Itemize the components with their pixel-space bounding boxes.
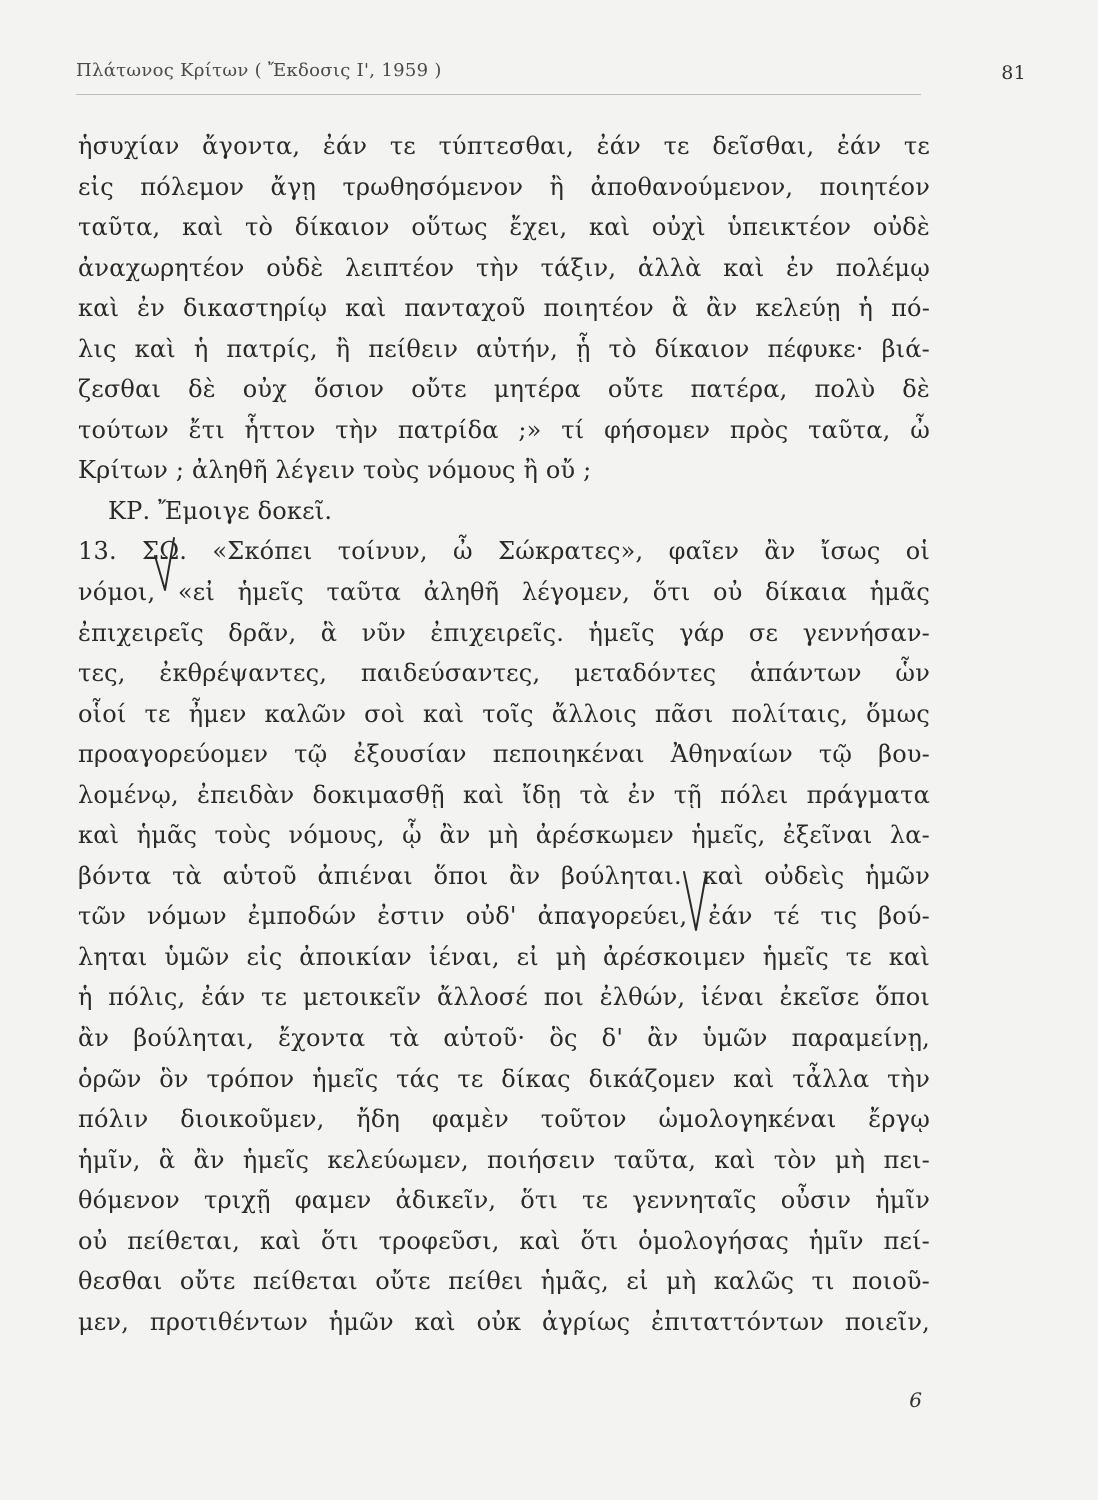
text-line-4: ἀναχωρητέον οὐδὲ λειπτέον τὴν τάξιν, ἀλλὰ καὶ ἐν πολέμῳ <box>78 253 930 282</box>
text-line-28: οὐ πείθεται, καὶ ὅτι τροφεῦσι, καὶ ὅτι ὁμολογήσας ἡμῖν πεί- <box>78 1226 930 1255</box>
text-line-1: ἡσυχίαν ἄγοντα, ἐάν τε τύπτεσθαι, ἐάν τε δεῖσθαι, ἐάν τε <box>78 132 930 160</box>
section-13-start: 13. ΣΩ. «Σκόπει τοίνυν, ὦ Σώκρατες», φαῖεν ἂν ἴσως οἱ <box>78 537 930 566</box>
text-line-30: μεν, προτιθέντων ἡμῶν καὶ οὐκ ἀγρίως ἐπιταττόντων ποιεῖν, <box>78 1307 930 1336</box>
header-rule <box>76 94 921 95</box>
text-line-21: ληται ὑμῶν εἰς ἀποικίαν ἰέναι, εἰ μὴ ἀρέσκοιμεν ἡμεῖς τε καὶ <box>78 942 930 971</box>
text-line-7: ζεσθαι δὲ οὐχ ὅσιον οὔτε μητέρα οὔτε πατέρα, πολὺ δὲ <box>78 375 930 404</box>
text-line-19: βόντα τὰ αὑτοῦ ἀπιέναι ὅποι ἂν βούληται. καὶ οὐδεὶς ἡμῶν <box>78 861 930 890</box>
text-line-24: ὁρῶν ὃν τρόπον ἡμεῖς τάς τε δίκας δικάζομεν καὶ τἆλλα τὴν <box>78 1064 930 1093</box>
text-line-15: οἷοί τε ἦμεν καλῶν σοὶ καὶ τοῖς ἄλλοις πᾶσι πολίταις, ὅμως <box>78 699 930 728</box>
text-line-17: λομένῳ, ἐπειδὰν δοκιμασθῇ καὶ ἴδῃ τὰ ἐν τῇ πόλει πράγματα <box>78 780 930 809</box>
text-line-5: καὶ ἐν δικαστηρίῳ καὶ πανταχοῦ ποιητέον ἃ ἂν κελεύῃ ἡ πό- <box>78 294 930 323</box>
text-line-20: τῶν νόμων ἐμποδών ἐστιν οὐδ' ἀπαγορεύει, ἐάν τέ τις βού- <box>78 902 930 931</box>
page-number: 81 <box>1001 62 1026 84</box>
running-head-title: Πλάτωνος Κρίτων ( Ἔκδοσις Ι', 1959 ) <box>76 60 442 81</box>
text-line-25: πόλιν διοικοῦμεν, ἤδη φαμὲν τοῦτον ὡμολογηκέναι ἔργῳ <box>78 1105 930 1134</box>
text-line-9: Κρίτων ; ἀληθῆ λέγειν τοὺς νόμους ἢ οὔ ; <box>78 456 592 485</box>
text-line-18: καὶ ἡμᾶς τοὺς νόμους, ᾧ ἂν μὴ ἀρέσκωμεν ἡμεῖς, ἐξεῖναι λα- <box>78 821 930 850</box>
text-line-12: νόμοι, «εἰ ἡμεῖς ταῦτα ἀληθῆ λέγομεν, ὅτι οὐ δίκαια ἡμᾶς <box>78 578 930 607</box>
text-line-6: λις καὶ ἡ πατρίς, ἢ πείθειν αὐτήν, ᾗ τὸ δίκαιον πέφυκε· βιά- <box>78 334 930 363</box>
text-line-8: τούτων ἔτι ἧττον τὴν πατρίδα ;» τί φήσομεν πρὸς ταῦτα, ὦ <box>78 415 930 444</box>
text-line-14: τες, ἐκθρέψαντες, παιδεύσαντες, μεταδόντες ἁπάντων ὧν <box>78 659 930 688</box>
running-head <box>76 60 1026 84</box>
text-line-13: ἐπιχειρεῖς δρᾶν, ἃ νῦν ἐπιχειρεῖς. ἡμεῖς γάρ σε γεννήσαν- <box>78 618 930 647</box>
text-line-3: ταῦτα, καὶ τὸ δίκαιον οὕτως ἔχει, καὶ οὐχὶ ὑπεικτέον οὐδὲ <box>78 213 930 242</box>
text-line-29: θεσθαι οὔτε πείθεται οὔτε πείθει ἡμᾶς, εἰ μὴ καλῶς τι ποιοῦ- <box>78 1267 930 1296</box>
text-line-27: θόμενον τριχῇ φαμεν ἀδικεῖν, ὅτι τε γεννηταῖς οὖσιν ἡμῖν <box>78 1186 930 1215</box>
text-line-26: ἡμῖν, ἃ ἂν ἡμεῖς κελεύωμεν, ποιήσειν ταῦτα, καὶ τὸν μὴ πει- <box>78 1145 930 1174</box>
text-line-2: εἰς πόλεμον ἄγῃ τρωθησόμενον ἢ ἀποθανούμενον, ποιητέον <box>78 172 930 201</box>
speaker-line-kr: ΚΡ. Ἔμοιγε δοκεῖ. <box>108 496 333 525</box>
text-line-22: ἡ πόλις, ἐάν τε μετοικεῖν ἄλλοσέ ποι ἐλθών, ἰέναι ἐκεῖσε ὅποι <box>78 983 930 1012</box>
body-text <box>78 126 930 1342</box>
text-line-16: προαγορεύομεν τῷ ἐξουσίαν πεποιηκέναι Ἀθηναίων τῷ βου- <box>78 740 930 769</box>
text-line-23: ἂν βούληται, ἔχοντα τὰ αὑτοῦ· ὃς δ' ἂν ὑμῶν παραμείνῃ, <box>78 1024 930 1053</box>
printer-signature: 6 <box>909 1388 922 1412</box>
